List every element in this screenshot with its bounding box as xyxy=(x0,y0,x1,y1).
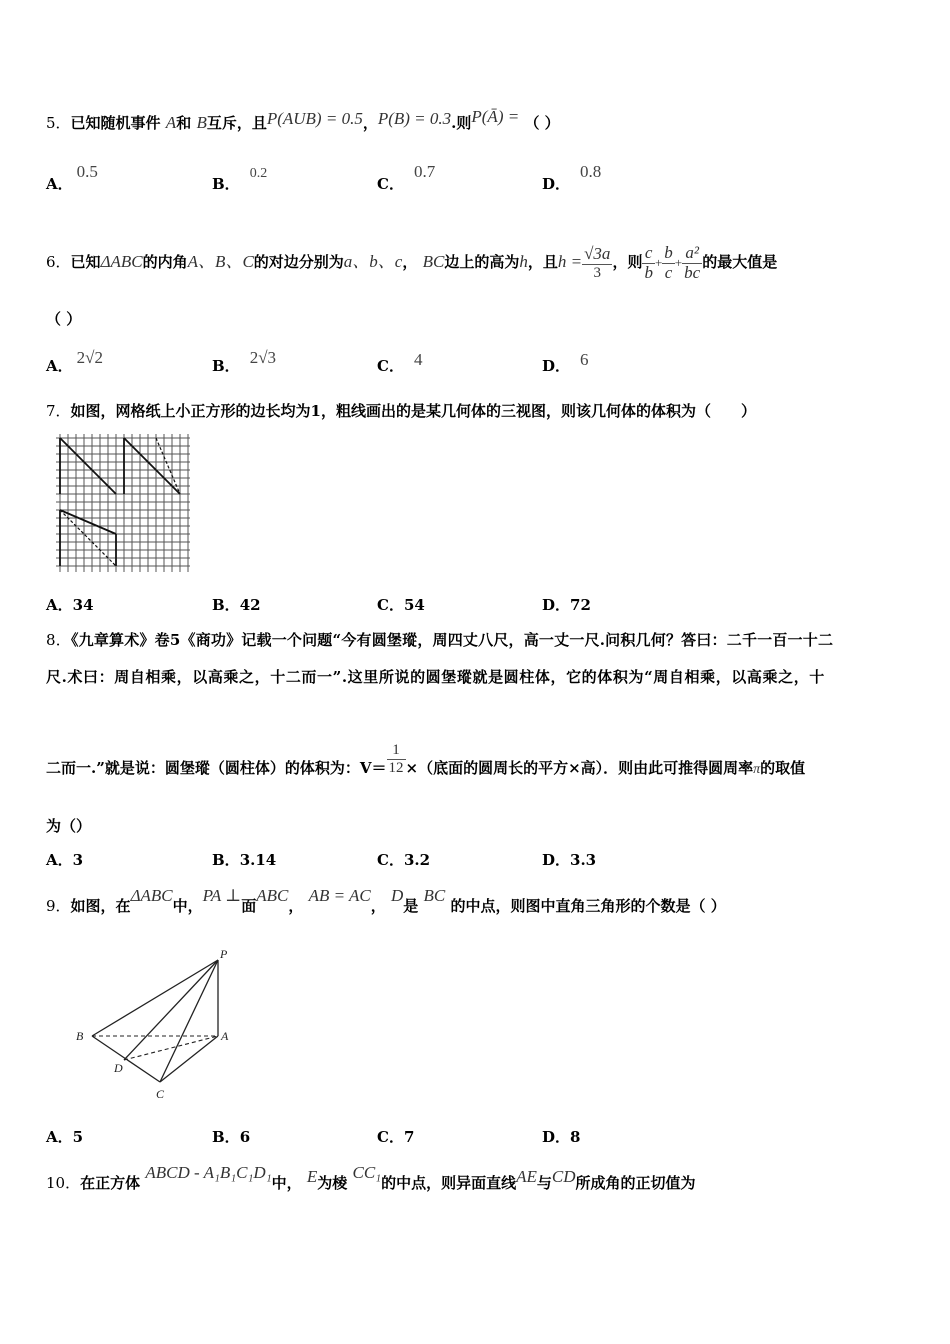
q8-option-d-label: D． xyxy=(542,851,571,869)
q9-text-6: 是 xyxy=(403,897,419,915)
q6-frac-3-den: bc xyxy=(684,262,701,282)
label-d: D xyxy=(114,1061,123,1075)
q9-option-b[interactable] xyxy=(212,1126,250,1147)
q7-option-d-label: D． xyxy=(542,596,571,614)
q7-stem xyxy=(46,400,756,421)
q8-option-a[interactable] xyxy=(46,849,83,870)
q5-event-b: B xyxy=(196,113,207,132)
q8-option-d[interactable] xyxy=(542,849,596,870)
q6-option-b-value: 2√3 xyxy=(249,348,277,367)
q9-text-5: ， xyxy=(370,897,386,915)
q9-option-c-value: 7 xyxy=(403,1128,415,1146)
q8-option-b[interactable] xyxy=(212,849,276,870)
q9-option-a[interactable] xyxy=(46,1126,83,1147)
q5-option-a-label: A． xyxy=(46,175,73,193)
q6-triangle: ΔABC xyxy=(100,252,143,272)
q10-cube: ABCD - A₁B₁C₁D₁ xyxy=(145,1163,272,1182)
q8-option-b-value: 3.14 xyxy=(239,851,277,869)
q6-h-fraction xyxy=(582,245,612,281)
label-a: A xyxy=(221,1029,229,1043)
q6-text-1: 已知 xyxy=(70,253,101,272)
q6-h-denominator: 3 xyxy=(593,264,602,281)
q8-pi: π xyxy=(753,762,761,777)
q5-expr-complement: P(Ā) = xyxy=(471,107,520,126)
q10-line-ae: AE xyxy=(516,1167,537,1186)
q5-option-d-label: D． xyxy=(542,175,571,193)
q6-option-b-label: B． xyxy=(212,357,240,375)
q6-text-2: 的内角 xyxy=(142,253,188,272)
q9-segment-bc: BC xyxy=(423,886,446,905)
q5-stem xyxy=(46,107,560,133)
q5-comma: ， xyxy=(362,114,378,132)
q10-text-1: 在正方体 xyxy=(80,1174,141,1192)
q9-plane-abc: ABC xyxy=(256,886,289,905)
q9-option-b-label: B． xyxy=(212,1128,240,1146)
q5-option-a-value: 0.5 xyxy=(76,162,98,181)
q6-option-d-label: D． xyxy=(542,357,571,375)
label-b: B xyxy=(76,1029,84,1043)
q8-option-c[interactable] xyxy=(377,849,430,870)
q9-text-7: 的中点，则图中直角三角形的个数是（ ） xyxy=(450,897,726,915)
q8-option-a-label: A． xyxy=(46,851,73,869)
q6-text-7: ，则 xyxy=(612,253,643,272)
q9-text-4: ， xyxy=(288,897,304,915)
q6-plus-2: + xyxy=(674,255,683,271)
q7-option-c-value: 54 xyxy=(403,596,425,614)
q6-frac-1-den: b xyxy=(644,262,653,282)
q9-option-c[interactable] xyxy=(377,1126,414,1147)
q5-number: 5． xyxy=(46,114,71,132)
q8-option-a-value: 3 xyxy=(72,851,84,869)
q8-frac-den: 12 xyxy=(388,759,404,776)
q5-answer-paren: （ ） xyxy=(524,114,560,132)
q6-height-h: h xyxy=(519,252,528,272)
q9-option-d-value: 8 xyxy=(570,1128,581,1146)
q8-text-3a: 二而一.”就是说：圆堡瑽（圆柱体）的体积为：V＝ xyxy=(46,759,387,777)
edge-pd xyxy=(124,960,218,1060)
q7-option-b[interactable] xyxy=(212,594,261,615)
q10-text-2: 中， xyxy=(271,1174,302,1192)
q5-expr-b: P(B) = 0.3 xyxy=(377,109,452,128)
q6-option-a[interactable] xyxy=(46,348,103,376)
q6-frac-3-num: a² xyxy=(682,244,702,264)
q6-h-equals: h = xyxy=(557,252,583,272)
q7-option-c[interactable] xyxy=(377,594,425,615)
q9-number: 9． xyxy=(46,897,71,915)
q7-option-a-value: 34 xyxy=(72,596,94,614)
q5-event-a: A xyxy=(165,113,177,132)
q9-option-a-value: 5 xyxy=(72,1128,84,1146)
q5-expr-union: P(AUB) = 0.5 xyxy=(266,109,363,128)
q6-sides: a、b、c xyxy=(343,252,403,272)
q8-line-3 xyxy=(46,742,806,786)
q5-text-3: 互斥，且 xyxy=(206,114,267,132)
q6-option-d[interactable] xyxy=(542,350,589,376)
q7-option-a-label: A． xyxy=(46,596,73,614)
q7-option-d-value: 72 xyxy=(570,596,591,614)
q10-edge-cc1: CC₁ xyxy=(352,1163,382,1182)
q9-text-1: 如图，在 xyxy=(70,897,131,915)
q8-line-4 xyxy=(46,815,91,836)
q10-text-3: 为棱 xyxy=(317,1174,348,1192)
q5-option-c-label: C． xyxy=(377,175,404,193)
q6-number: 6． xyxy=(46,253,71,272)
q5-option-b-label: B． xyxy=(212,175,240,193)
q8-number: 8． xyxy=(46,631,71,649)
q7-option-a[interactable] xyxy=(46,594,94,615)
q5-option-b-value: 0.2 xyxy=(249,166,268,181)
q5-option-b[interactable] xyxy=(212,166,268,194)
q6-option-c-value: 4 xyxy=(413,350,423,369)
q9-text-2: 中， xyxy=(172,897,203,915)
q6-option-a-label: A． xyxy=(46,357,73,375)
q8-text-1: 《九章算术》卷5《商功》记载一个问题“今有圆堡瑽，周四丈八尺，高一丈一尺.问积几何？答曰：二千一百一十二 xyxy=(70,631,834,649)
q6-stem xyxy=(46,244,777,282)
q7-option-d[interactable] xyxy=(542,594,591,615)
q8-option-b-label: B． xyxy=(212,851,240,869)
q6-frac-1 xyxy=(642,244,655,282)
q6-side-bc: BC xyxy=(422,252,445,272)
q9-triangle: ΔABC xyxy=(130,886,173,905)
label-c: C xyxy=(156,1087,165,1101)
q6-answer-paren: （ ） xyxy=(46,310,82,328)
q6-text-5: 边上的高为 xyxy=(444,253,520,272)
three-view-grid-figure xyxy=(56,434,192,574)
q6-frac-2 xyxy=(662,244,675,282)
q5-text-4: .则 xyxy=(451,114,472,132)
q8-option-d-value: 3.3 xyxy=(570,851,597,869)
edge-pc xyxy=(160,960,218,1082)
q6-text-3: 的对边分别为 xyxy=(253,253,344,272)
q8-option-c-label: C． xyxy=(377,851,404,869)
q8-text-4: 为（） xyxy=(46,817,92,835)
q6-frac-3 xyxy=(682,244,702,282)
q9-option-d[interactable] xyxy=(542,1126,580,1147)
q8-text-3b: ×（底面的圆周长的平方×高）．则由此可推得圆周率 xyxy=(405,759,754,777)
q5-text-2: 和 xyxy=(176,114,192,132)
q10-text-5: 与 xyxy=(536,1174,552,1192)
q9-option-c-label: C． xyxy=(377,1128,404,1146)
q7-option-b-value: 42 xyxy=(239,596,261,614)
q5-option-c-value: 0.7 xyxy=(413,162,436,181)
q7-option-c-label: C． xyxy=(377,596,404,614)
q9-pa-perp: PA ⊥ xyxy=(202,886,242,905)
q8-frac-num: 1 xyxy=(387,742,406,760)
q6-text-4: ， xyxy=(402,253,418,272)
q6-plus-1: + xyxy=(654,255,663,271)
q5-option-d-value: 0.8 xyxy=(580,162,602,181)
edge-ca xyxy=(160,1036,218,1082)
q6-frac-2-num: b xyxy=(664,243,673,262)
q6-paren-line xyxy=(46,308,81,329)
q6-text-8: 的最大值是 xyxy=(702,253,778,272)
q5-option-c[interactable] xyxy=(377,162,436,194)
q6-h-numerator: √3a xyxy=(584,244,611,264)
q8-text-3c: 的取值 xyxy=(760,759,806,777)
q6-option-d-value: 6 xyxy=(580,350,589,369)
q8-line-2 xyxy=(46,666,825,687)
q6-option-c-label: C． xyxy=(377,357,404,375)
q10-stem xyxy=(46,1163,696,1193)
q9-point-d: D xyxy=(390,886,404,905)
q5-text-1: 已知随机事件 xyxy=(70,114,161,132)
q9-option-d-label: D． xyxy=(542,1128,571,1146)
q9-stem xyxy=(46,886,726,916)
q6-angles: A、B、C xyxy=(187,252,254,272)
q6-option-b[interactable] xyxy=(212,348,277,376)
q10-text-4: 的中点，则异面直线 xyxy=(381,1174,517,1192)
q8-option-c-value: 3.2 xyxy=(403,851,431,869)
q7-option-b-label: B． xyxy=(212,596,240,614)
q7-text: 如图，网格纸上小正方形的边长均为1，粗线画出的是某几何体的三视图，则该几何体的体积为（ ） xyxy=(70,402,756,420)
q6-frac-1-num: c xyxy=(642,244,655,264)
q5-option-d[interactable] xyxy=(542,162,602,194)
q9-text-3: 面 xyxy=(241,897,257,915)
q10-number: 10． xyxy=(46,1174,81,1192)
q10-point-e: E xyxy=(306,1167,318,1186)
q9-ab-eq-ac: AB = AC xyxy=(308,886,371,905)
pyramid-figure xyxy=(70,946,240,1106)
q8-text-2: 尺.术曰：周自相乘，以高乘之，十二而一”.这里所说的圆堡瑽就是圆柱体，它的体积为“周自相乘，以高乘之，十 xyxy=(46,668,825,686)
label-p: P xyxy=(220,947,228,961)
q6-option-c[interactable] xyxy=(377,350,423,376)
edge-pb xyxy=(92,960,218,1036)
q5-option-a[interactable] xyxy=(46,162,98,194)
q6-text-6: ，且 xyxy=(527,253,558,272)
q7-number: 7． xyxy=(46,402,71,420)
q8-line-1 xyxy=(46,629,833,650)
q8-fraction xyxy=(387,742,406,776)
q10-text-6: 所成角的正切值为 xyxy=(575,1174,696,1192)
q6-option-a-value: 2√2 xyxy=(76,348,103,367)
q9-option-a-label: A． xyxy=(46,1128,73,1146)
q10-line-cd: CD xyxy=(551,1167,576,1186)
q9-option-b-value: 6 xyxy=(239,1128,251,1146)
q6-frac-2-den: c xyxy=(664,262,673,282)
